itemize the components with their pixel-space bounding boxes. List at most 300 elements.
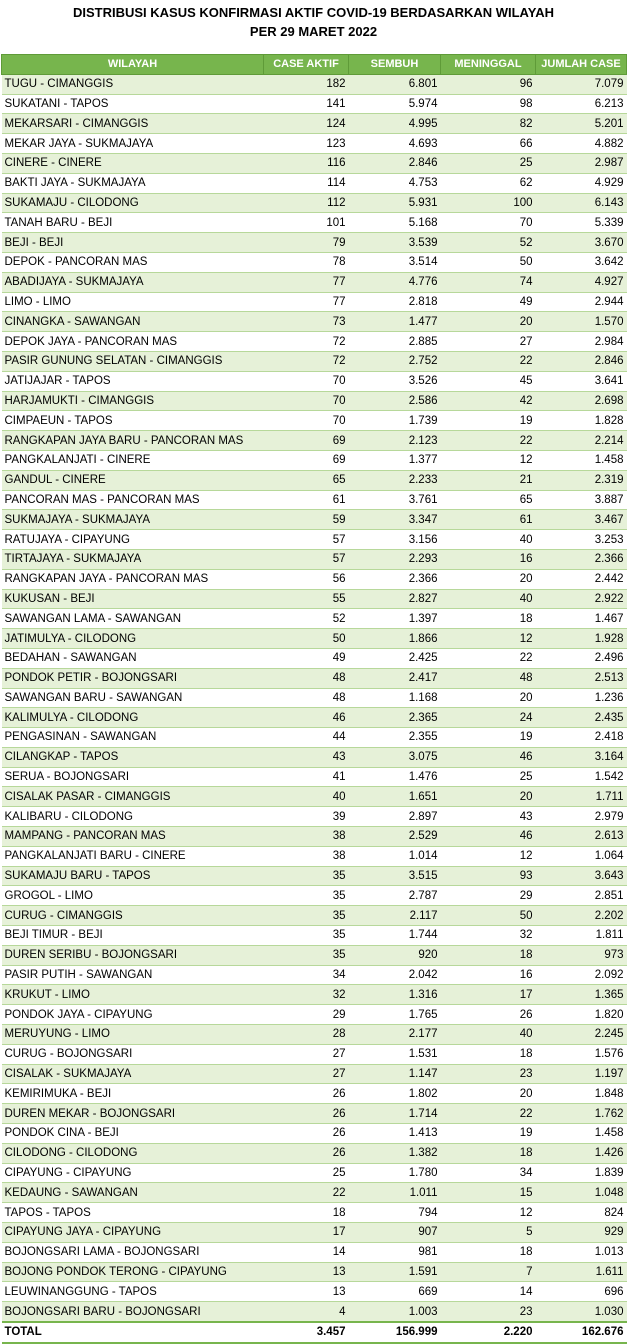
cell-case-aktif: 40 (264, 787, 349, 807)
cell-case-aktif: 70 (264, 411, 349, 431)
cell-jumlah-case: 7.079 (536, 74, 627, 94)
cell-wilayah: CILODONG - CILODONG (2, 1143, 264, 1163)
cell-meninggal: 12 (441, 1203, 536, 1223)
cell-jumlah-case: 1.197 (536, 1064, 627, 1084)
table-row (2, 510, 627, 530)
table-row (2, 1242, 627, 1262)
cell-case-aktif: 59 (264, 510, 349, 530)
table-row (2, 668, 627, 688)
table-row (2, 1143, 627, 1163)
cell-sembuh: 907 (349, 1223, 441, 1243)
column-header-meninggal: MENINGGAL (441, 55, 536, 75)
cell-sembuh: 1.003 (349, 1302, 441, 1322)
cell-sembuh: 4.995 (349, 114, 441, 134)
cell-sembuh: 1.714 (349, 1104, 441, 1124)
cell-sembuh: 3.347 (349, 510, 441, 530)
table-row (2, 767, 627, 787)
table-row (2, 629, 627, 649)
cell-meninggal: 24 (441, 708, 536, 728)
cell-meninggal: 34 (441, 1163, 536, 1183)
table-row (2, 1203, 627, 1223)
column-header-wilayah: WILAYAH (2, 55, 264, 75)
cell-wilayah: PONDOK PETIR - BOJONGSARI (2, 668, 264, 688)
cell-sembuh: 2.417 (349, 668, 441, 688)
table-row (2, 272, 627, 292)
total-jumlah-case: 162.676 (536, 1322, 627, 1343)
cell-jumlah-case: 5.201 (536, 114, 627, 134)
cell-jumlah-case: 1.576 (536, 1044, 627, 1064)
cell-jumlah-case: 2.092 (536, 965, 627, 985)
table-row (2, 569, 627, 589)
table-row (2, 807, 627, 827)
cell-meninggal: 19 (441, 1124, 536, 1144)
table-row (2, 1064, 627, 1084)
cell-sembuh: 2.117 (349, 906, 441, 926)
table-row (2, 708, 627, 728)
cell-wilayah: SUKATANI - TAPOS (2, 94, 264, 114)
cell-case-aktif: 77 (264, 272, 349, 292)
cell-case-aktif: 38 (264, 846, 349, 866)
table-row (2, 193, 627, 213)
cell-jumlah-case: 4.929 (536, 173, 627, 193)
cell-sembuh: 2.752 (349, 351, 441, 371)
cell-case-aktif: 101 (264, 213, 349, 233)
cell-sembuh: 2.885 (349, 332, 441, 352)
cell-jumlah-case: 4.882 (536, 134, 627, 154)
cell-wilayah: BAKTI JAYA - SUKMAJAYA (2, 173, 264, 193)
table-row (2, 886, 627, 906)
cell-case-aktif: 35 (264, 906, 349, 926)
cell-wilayah: SAWANGAN BARU - SAWANGAN (2, 688, 264, 708)
table-row (2, 1282, 627, 1302)
table-row (2, 1084, 627, 1104)
cell-case-aktif: 73 (264, 312, 349, 332)
cell-wilayah: PASIR PUTIH - SAWANGAN (2, 965, 264, 985)
cell-sembuh: 1.802 (349, 1084, 441, 1104)
cell-jumlah-case: 3.887 (536, 490, 627, 510)
cell-sembuh: 1.476 (349, 767, 441, 787)
cell-wilayah: PANCORAN MAS - PANCORAN MAS (2, 490, 264, 510)
cell-jumlah-case: 1.928 (536, 629, 627, 649)
cell-jumlah-case: 929 (536, 1223, 627, 1243)
cell-sembuh: 2.366 (349, 569, 441, 589)
cell-sembuh: 1.866 (349, 629, 441, 649)
cell-sembuh: 2.177 (349, 1025, 441, 1045)
cell-case-aktif: 52 (264, 609, 349, 629)
cell-wilayah: SUKAMAJU BARU - TAPOS (2, 866, 264, 886)
cell-case-aktif: 35 (264, 886, 349, 906)
cell-wilayah: TIRTAJAYA - SUKMAJAYA (2, 549, 264, 569)
cell-sembuh: 3.156 (349, 530, 441, 550)
cell-sembuh: 1.382 (349, 1143, 441, 1163)
table-row (2, 153, 627, 173)
cell-meninggal: 19 (441, 411, 536, 431)
cell-case-aktif: 78 (264, 252, 349, 272)
cell-case-aktif: 114 (264, 173, 349, 193)
cell-case-aktif: 77 (264, 292, 349, 312)
cell-meninggal: 70 (441, 213, 536, 233)
table-row (2, 985, 627, 1005)
cell-wilayah: DUREN SERIBU - BOJONGSARI (2, 945, 264, 965)
table-row (2, 173, 627, 193)
cell-wilayah: DEPOK - PANCORAN MAS (2, 252, 264, 272)
cell-case-aktif: 182 (264, 74, 349, 94)
cell-jumlah-case: 2.613 (536, 827, 627, 847)
cell-sembuh: 3.526 (349, 371, 441, 391)
cell-meninggal: 20 (441, 688, 536, 708)
cell-case-aktif: 17 (264, 1223, 349, 1243)
cell-wilayah: CIPAYUNG JAYA - CIPAYUNG (2, 1223, 264, 1243)
cell-case-aktif: 4 (264, 1302, 349, 1322)
table-row (2, 549, 627, 569)
cell-jumlah-case: 2.698 (536, 391, 627, 411)
cell-jumlah-case: 1.542 (536, 767, 627, 787)
cell-wilayah: CINERE - CINERE (2, 153, 264, 173)
cell-sembuh: 1.168 (349, 688, 441, 708)
cell-jumlah-case: 1.762 (536, 1104, 627, 1124)
covid-distribution-table (1, 54, 627, 1344)
cell-case-aktif: 28 (264, 1025, 349, 1045)
cell-wilayah: KUKUSAN - BEJI (2, 589, 264, 609)
cell-wilayah: PONDOK CINA - BEJI (2, 1124, 264, 1144)
cell-wilayah: PONDOK JAYA - CIPAYUNG (2, 1005, 264, 1025)
cell-case-aktif: 29 (264, 1005, 349, 1025)
cell-case-aktif: 38 (264, 827, 349, 847)
cell-wilayah: KEDAUNG - SAWANGAN (2, 1183, 264, 1203)
table-row (2, 74, 627, 94)
cell-wilayah: CISALAK - SUKMAJAYA (2, 1064, 264, 1084)
table-row (2, 470, 627, 490)
cell-meninggal: 96 (441, 74, 536, 94)
table-row (2, 431, 627, 451)
cell-wilayah: CILANGKAP - TAPOS (2, 747, 264, 767)
cell-jumlah-case: 1.013 (536, 1242, 627, 1262)
cell-case-aktif: 72 (264, 332, 349, 352)
cell-meninggal: 18 (441, 945, 536, 965)
cell-meninggal: 42 (441, 391, 536, 411)
cell-case-aktif: 25 (264, 1163, 349, 1183)
cell-wilayah: BOJONG PONDOK TERONG - CIPAYUNG (2, 1262, 264, 1282)
table-row (2, 391, 627, 411)
table-row (2, 252, 627, 272)
cell-jumlah-case: 2.202 (536, 906, 627, 926)
cell-wilayah: TUGU - CIMANGGIS (2, 74, 264, 94)
cell-meninggal: 18 (441, 1143, 536, 1163)
cell-wilayah: CIPAYUNG - CIPAYUNG (2, 1163, 264, 1183)
cell-sembuh: 2.529 (349, 827, 441, 847)
table-row (2, 450, 627, 470)
cell-meninggal: 21 (441, 470, 536, 490)
cell-sembuh: 1.011 (349, 1183, 441, 1203)
cell-jumlah-case: 2.245 (536, 1025, 627, 1045)
table-row (2, 609, 627, 629)
cell-jumlah-case: 973 (536, 945, 627, 965)
table-row (2, 1044, 627, 1064)
cell-sembuh: 2.355 (349, 728, 441, 748)
cell-case-aktif: 39 (264, 807, 349, 827)
cell-case-aktif: 61 (264, 490, 349, 510)
total-label: TOTAL (2, 1322, 264, 1343)
table-row (2, 530, 627, 550)
cell-jumlah-case: 696 (536, 1282, 627, 1302)
table-row (2, 351, 627, 371)
cell-meninggal: 48 (441, 668, 536, 688)
cell-meninggal: 43 (441, 807, 536, 827)
cell-wilayah: KALIBARU - CILODONG (2, 807, 264, 827)
cell-jumlah-case: 2.984 (536, 332, 627, 352)
cell-meninggal: 46 (441, 827, 536, 847)
cell-sembuh: 2.818 (349, 292, 441, 312)
cell-jumlah-case: 2.496 (536, 648, 627, 668)
cell-wilayah: RANGKAPAN JAYA BARU - PANCORAN MAS (2, 431, 264, 451)
cell-meninggal: 20 (441, 787, 536, 807)
cell-case-aktif: 57 (264, 530, 349, 550)
table-row (2, 1005, 627, 1025)
cell-meninggal: 40 (441, 1025, 536, 1045)
cell-meninggal: 23 (441, 1302, 536, 1322)
cell-sembuh: 2.123 (349, 431, 441, 451)
cell-meninggal: 82 (441, 114, 536, 134)
table-row (2, 787, 627, 807)
cell-meninggal: 100 (441, 193, 536, 213)
table-row (2, 1262, 627, 1282)
cell-sembuh: 3.515 (349, 866, 441, 886)
cell-case-aktif: 48 (264, 668, 349, 688)
cell-meninggal: 22 (441, 648, 536, 668)
cell-jumlah-case: 1.828 (536, 411, 627, 431)
cell-jumlah-case: 3.164 (536, 747, 627, 767)
table-row (2, 371, 627, 391)
cell-sembuh: 1.014 (349, 846, 441, 866)
cell-jumlah-case: 2.435 (536, 708, 627, 728)
cell-case-aktif: 55 (264, 589, 349, 609)
cell-wilayah: CINANGKA - SAWANGAN (2, 312, 264, 332)
cell-jumlah-case: 6.213 (536, 94, 627, 114)
cell-meninggal: 20 (441, 1084, 536, 1104)
cell-wilayah: ABADIJAYA - SUKMAJAYA (2, 272, 264, 292)
cell-jumlah-case: 1.467 (536, 609, 627, 629)
cell-wilayah: SUKAMAJU - CILODONG (2, 193, 264, 213)
cell-wilayah: PASIR GUNUNG SELATAN - CIMANGGIS (2, 351, 264, 371)
cell-jumlah-case: 3.643 (536, 866, 627, 886)
total-case-aktif: 3.457 (264, 1322, 349, 1343)
cell-sembuh: 1.765 (349, 1005, 441, 1025)
cell-wilayah: BEJI TIMUR - BEJI (2, 926, 264, 946)
cell-sembuh: 2.846 (349, 153, 441, 173)
cell-case-aktif: 32 (264, 985, 349, 1005)
cell-meninggal: 27 (441, 332, 536, 352)
cell-sembuh: 1.413 (349, 1124, 441, 1144)
cell-meninggal: 50 (441, 252, 536, 272)
cell-case-aktif: 27 (264, 1064, 349, 1084)
cell-sembuh: 3.514 (349, 252, 441, 272)
cell-case-aktif: 44 (264, 728, 349, 748)
cell-jumlah-case: 3.253 (536, 530, 627, 550)
cell-jumlah-case: 6.143 (536, 193, 627, 213)
table-row (2, 827, 627, 847)
cell-sembuh: 1.477 (349, 312, 441, 332)
cell-jumlah-case: 1.365 (536, 985, 627, 1005)
cell-jumlah-case: 2.846 (536, 351, 627, 371)
cell-wilayah: JATIJAJAR - TAPOS (2, 371, 264, 391)
table-row (2, 846, 627, 866)
cell-wilayah: GROGOL - LIMO (2, 886, 264, 906)
cell-jumlah-case: 1.611 (536, 1262, 627, 1282)
cell-meninggal: 22 (441, 1104, 536, 1124)
cell-meninggal: 12 (441, 450, 536, 470)
table-row (2, 965, 627, 985)
table-row (2, 411, 627, 431)
cell-sembuh: 1.739 (349, 411, 441, 431)
column-header-jumlah-case: JUMLAH CASE (536, 55, 627, 75)
cell-sembuh: 1.591 (349, 1262, 441, 1282)
table-row (2, 1223, 627, 1243)
cell-sembuh: 3.539 (349, 233, 441, 253)
cell-case-aktif: 26 (264, 1084, 349, 1104)
cell-sembuh: 1.531 (349, 1044, 441, 1064)
cell-jumlah-case: 1.570 (536, 312, 627, 332)
table-row (2, 1302, 627, 1322)
table-row (2, 945, 627, 965)
cell-case-aktif: 79 (264, 233, 349, 253)
table-row (2, 866, 627, 886)
cell-case-aktif: 49 (264, 648, 349, 668)
cell-wilayah: KEMIRIMUKA - BEJI (2, 1084, 264, 1104)
cell-sembuh: 3.075 (349, 747, 441, 767)
cell-case-aktif: 35 (264, 945, 349, 965)
cell-meninggal: 49 (441, 292, 536, 312)
cell-case-aktif: 112 (264, 193, 349, 213)
cell-meninggal: 25 (441, 767, 536, 787)
cell-jumlah-case: 2.214 (536, 431, 627, 451)
cell-meninggal: 12 (441, 629, 536, 649)
cell-wilayah: TANAH BARU - BEJI (2, 213, 264, 233)
cell-wilayah: LEUWINANGGUNG - TAPOS (2, 1282, 264, 1302)
cell-sembuh: 4.776 (349, 272, 441, 292)
cell-wilayah: CURUG - CIMANGGIS (2, 906, 264, 926)
cell-wilayah: PANGKALANJATI - CINERE (2, 450, 264, 470)
cell-jumlah-case: 824 (536, 1203, 627, 1223)
cell-wilayah: DEPOK JAYA - PANCORAN MAS (2, 332, 264, 352)
cell-jumlah-case: 3.641 (536, 371, 627, 391)
cell-sembuh: 3.761 (349, 490, 441, 510)
cell-meninggal: 18 (441, 1044, 536, 1064)
cell-meninggal: 16 (441, 965, 536, 985)
cell-meninggal: 62 (441, 173, 536, 193)
cell-sembuh: 2.365 (349, 708, 441, 728)
cell-jumlah-case: 2.319 (536, 470, 627, 490)
cell-case-aktif: 35 (264, 866, 349, 886)
table-header-row (2, 55, 627, 75)
cell-sembuh: 981 (349, 1242, 441, 1262)
table-row (2, 1104, 627, 1124)
cell-wilayah: GANDUL - CINERE (2, 470, 264, 490)
cell-sembuh: 920 (349, 945, 441, 965)
cell-meninggal: 40 (441, 530, 536, 550)
cell-meninggal: 46 (441, 747, 536, 767)
cell-wilayah: KRUKUT - LIMO (2, 985, 264, 1005)
cell-sembuh: 5.974 (349, 94, 441, 114)
cell-sembuh: 1.744 (349, 926, 441, 946)
table-row (2, 1124, 627, 1144)
cell-sembuh: 6.801 (349, 74, 441, 94)
table-row (2, 233, 627, 253)
cell-meninggal: 18 (441, 1242, 536, 1262)
cell-wilayah: BOJONGSARI LAMA - BOJONGSARI (2, 1242, 264, 1262)
cell-wilayah: PANGKALANJATI BARU - CINERE (2, 846, 264, 866)
cell-jumlah-case: 1.820 (536, 1005, 627, 1025)
table-row (2, 1163, 627, 1183)
cell-meninggal: 40 (441, 589, 536, 609)
cell-wilayah: LIMO - LIMO (2, 292, 264, 312)
cell-case-aktif: 26 (264, 1124, 349, 1144)
cell-sembuh: 4.693 (349, 134, 441, 154)
cell-jumlah-case: 5.339 (536, 213, 627, 233)
cell-meninggal: 5 (441, 1223, 536, 1243)
cell-case-aktif: 13 (264, 1262, 349, 1282)
cell-meninggal: 22 (441, 351, 536, 371)
table-row (2, 332, 627, 352)
cell-jumlah-case: 2.442 (536, 569, 627, 589)
cell-meninggal: 66 (441, 134, 536, 154)
table-row (2, 114, 627, 134)
cell-wilayah: BEDAHAN - SAWANGAN (2, 648, 264, 668)
cell-case-aktif: 48 (264, 688, 349, 708)
cell-sembuh: 2.827 (349, 589, 441, 609)
cell-wilayah: SAWANGAN LAMA - SAWANGAN (2, 609, 264, 629)
cell-sembuh: 1.651 (349, 787, 441, 807)
cell-meninggal: 12 (441, 846, 536, 866)
cell-sembuh: 1.147 (349, 1064, 441, 1084)
cell-jumlah-case: 2.987 (536, 153, 627, 173)
cell-jumlah-case: 2.944 (536, 292, 627, 312)
cell-meninggal: 18 (441, 609, 536, 629)
cell-case-aktif: 69 (264, 431, 349, 451)
cell-jumlah-case: 1.458 (536, 1124, 627, 1144)
cell-jumlah-case: 1.839 (536, 1163, 627, 1183)
cell-case-aktif: 35 (264, 926, 349, 946)
table-row (2, 1025, 627, 1045)
cell-case-aktif: 27 (264, 1044, 349, 1064)
table-row (2, 688, 627, 708)
cell-jumlah-case: 2.979 (536, 807, 627, 827)
cell-wilayah: MAMPANG - PANCORAN MAS (2, 827, 264, 847)
cell-jumlah-case: 1.711 (536, 787, 627, 807)
cell-meninggal: 22 (441, 431, 536, 451)
page-title (0, 0, 627, 54)
cell-meninggal: 19 (441, 728, 536, 748)
table-row (2, 589, 627, 609)
cell-wilayah: KALIMULYA - CILODONG (2, 708, 264, 728)
cell-meninggal: 52 (441, 233, 536, 253)
cell-jumlah-case: 2.366 (536, 549, 627, 569)
cell-jumlah-case: 2.851 (536, 886, 627, 906)
cell-case-aktif: 70 (264, 391, 349, 411)
cell-wilayah: MEKAR JAYA - SUKMAJAYA (2, 134, 264, 154)
cell-case-aktif: 18 (264, 1203, 349, 1223)
cell-jumlah-case: 1.048 (536, 1183, 627, 1203)
cell-meninggal: 93 (441, 866, 536, 886)
table-row (2, 1183, 627, 1203)
cell-meninggal: 17 (441, 985, 536, 1005)
cell-jumlah-case: 4.927 (536, 272, 627, 292)
cell-jumlah-case: 1.236 (536, 688, 627, 708)
cell-meninggal: 20 (441, 312, 536, 332)
cell-sembuh: 5.931 (349, 193, 441, 213)
table-row (2, 134, 627, 154)
table-row (2, 94, 627, 114)
cell-wilayah: RATUJAYA - CIPAYUNG (2, 530, 264, 550)
